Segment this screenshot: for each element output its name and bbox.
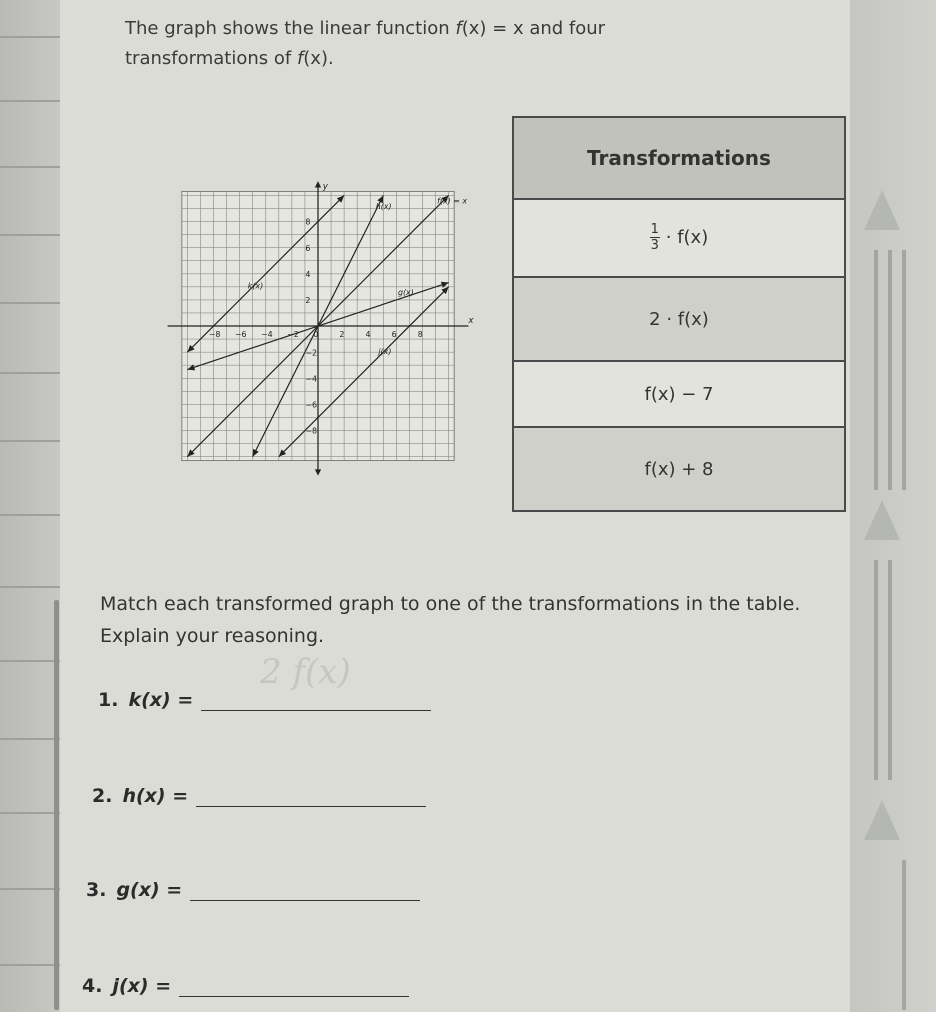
answer-blank[interactable] [196, 784, 426, 807]
fraction-denominator: 3 [650, 237, 659, 253]
intro-line1-a: The graph shows the linear function [125, 18, 456, 39]
series-label: g(x) [397, 288, 414, 298]
fraction-numerator: 1 [650, 221, 659, 237]
x-tick-label: 4 [365, 330, 371, 340]
intro-line2-a: transformations of [125, 48, 297, 69]
series-label: f(x) = x [437, 196, 468, 206]
instructions-text: Match each transformed graph to one of the transformations in the table. Explain your reasoning. [100, 593, 801, 647]
x-axis-label: x [468, 315, 474, 326]
question-function: j(x) = [112, 975, 172, 997]
y-tick-label: 6 [305, 243, 311, 253]
answer-blank[interactable] [201, 688, 431, 711]
intro-line2-b: (x). [303, 48, 334, 69]
margin-rule [0, 440, 60, 442]
y-axis-arrow [315, 181, 321, 187]
question-number: 3. [86, 879, 107, 901]
margin-bar [54, 600, 59, 1010]
series-label: j(x) [378, 346, 392, 356]
worksheet-page [60, 0, 850, 1012]
answer-blank[interactable] [190, 878, 420, 901]
y-tick-label: −4 [305, 374, 317, 384]
series-label: h(x) [375, 201, 392, 211]
series-label: k(x) [247, 281, 264, 291]
y-axis-arrow [315, 469, 321, 475]
intro-line1-f: f [455, 18, 462, 39]
x-tick-label: −4 [261, 330, 273, 340]
x-tick-label: 2 [339, 330, 345, 340]
strip-bar [874, 560, 878, 780]
margin-rule [0, 514, 60, 516]
transformations-table [512, 116, 846, 512]
question-function: h(x) = [122, 785, 189, 807]
y-tick-label: −8 [305, 426, 317, 436]
x-tick-label: −2 [287, 330, 299, 340]
question-3 [86, 878, 420, 901]
strip-bar [888, 250, 892, 490]
strip-bar [902, 860, 906, 1010]
margin-rule [0, 738, 60, 740]
question-number: 4. [82, 975, 103, 997]
question-function: g(x) = [116, 879, 183, 901]
margin-rule [0, 100, 60, 102]
answer-blank[interactable] [179, 974, 409, 997]
strip-bar [902, 250, 906, 490]
x-tick-label: 0 [313, 330, 319, 340]
margin-rule [0, 812, 60, 814]
margin-rule [0, 36, 60, 38]
table-header: Transformations [514, 118, 844, 200]
question-function: k(x) = [128, 689, 194, 711]
question-1 [98, 688, 431, 711]
margin-rule [0, 660, 60, 662]
intro-text [125, 14, 685, 74]
margin-rule [0, 888, 60, 890]
x-tick-label: 8 [417, 330, 423, 340]
y-axis-label: y [322, 182, 328, 193]
strip-bar [874, 250, 878, 490]
coordinate-graph [128, 140, 508, 520]
y-tick-label: −6 [305, 400, 317, 410]
margin-rule [0, 302, 60, 304]
x-tick-label: 6 [391, 330, 397, 340]
y-tick-label: 2 [305, 296, 311, 306]
x-tick-label: −8 [208, 330, 221, 340]
pencil-handwriting: 2 f(x) [260, 652, 351, 692]
intro-line2-f: f [296, 48, 304, 69]
margin-rule [0, 372, 60, 374]
x-tick-label: −6 [234, 330, 247, 340]
strip-bar [888, 560, 892, 780]
question-number: 1. [98, 689, 119, 711]
question-4 [82, 974, 409, 997]
table-cell: 2 · f(x) [649, 308, 709, 330]
strip-chevron [864, 500, 900, 540]
table-row [514, 278, 844, 362]
margin-rule [0, 964, 60, 966]
question-number: 2. [92, 785, 113, 807]
y-tick-label: 8 [305, 217, 311, 227]
table-cell: f(x) + 8 [644, 458, 714, 480]
question-2 [92, 784, 426, 807]
table-row [514, 198, 844, 278]
margin-rule [0, 586, 60, 588]
strip-chevron [864, 190, 900, 230]
margin-rule [0, 166, 60, 168]
table-cell: · f(x) [665, 226, 709, 248]
y-tick-label: −2 [305, 348, 317, 358]
table-row [514, 362, 844, 428]
table-row [514, 428, 844, 510]
y-tick-label: 4 [305, 269, 311, 279]
graph-svg [128, 140, 508, 520]
strip-chevron [864, 800, 900, 840]
intro-line1-b: (x) = x and four [461, 18, 606, 39]
fraction [650, 223, 660, 252]
decorative-strip [844, 0, 936, 1012]
table-cell: f(x) − 7 [644, 383, 714, 405]
margin-rule [0, 234, 60, 236]
